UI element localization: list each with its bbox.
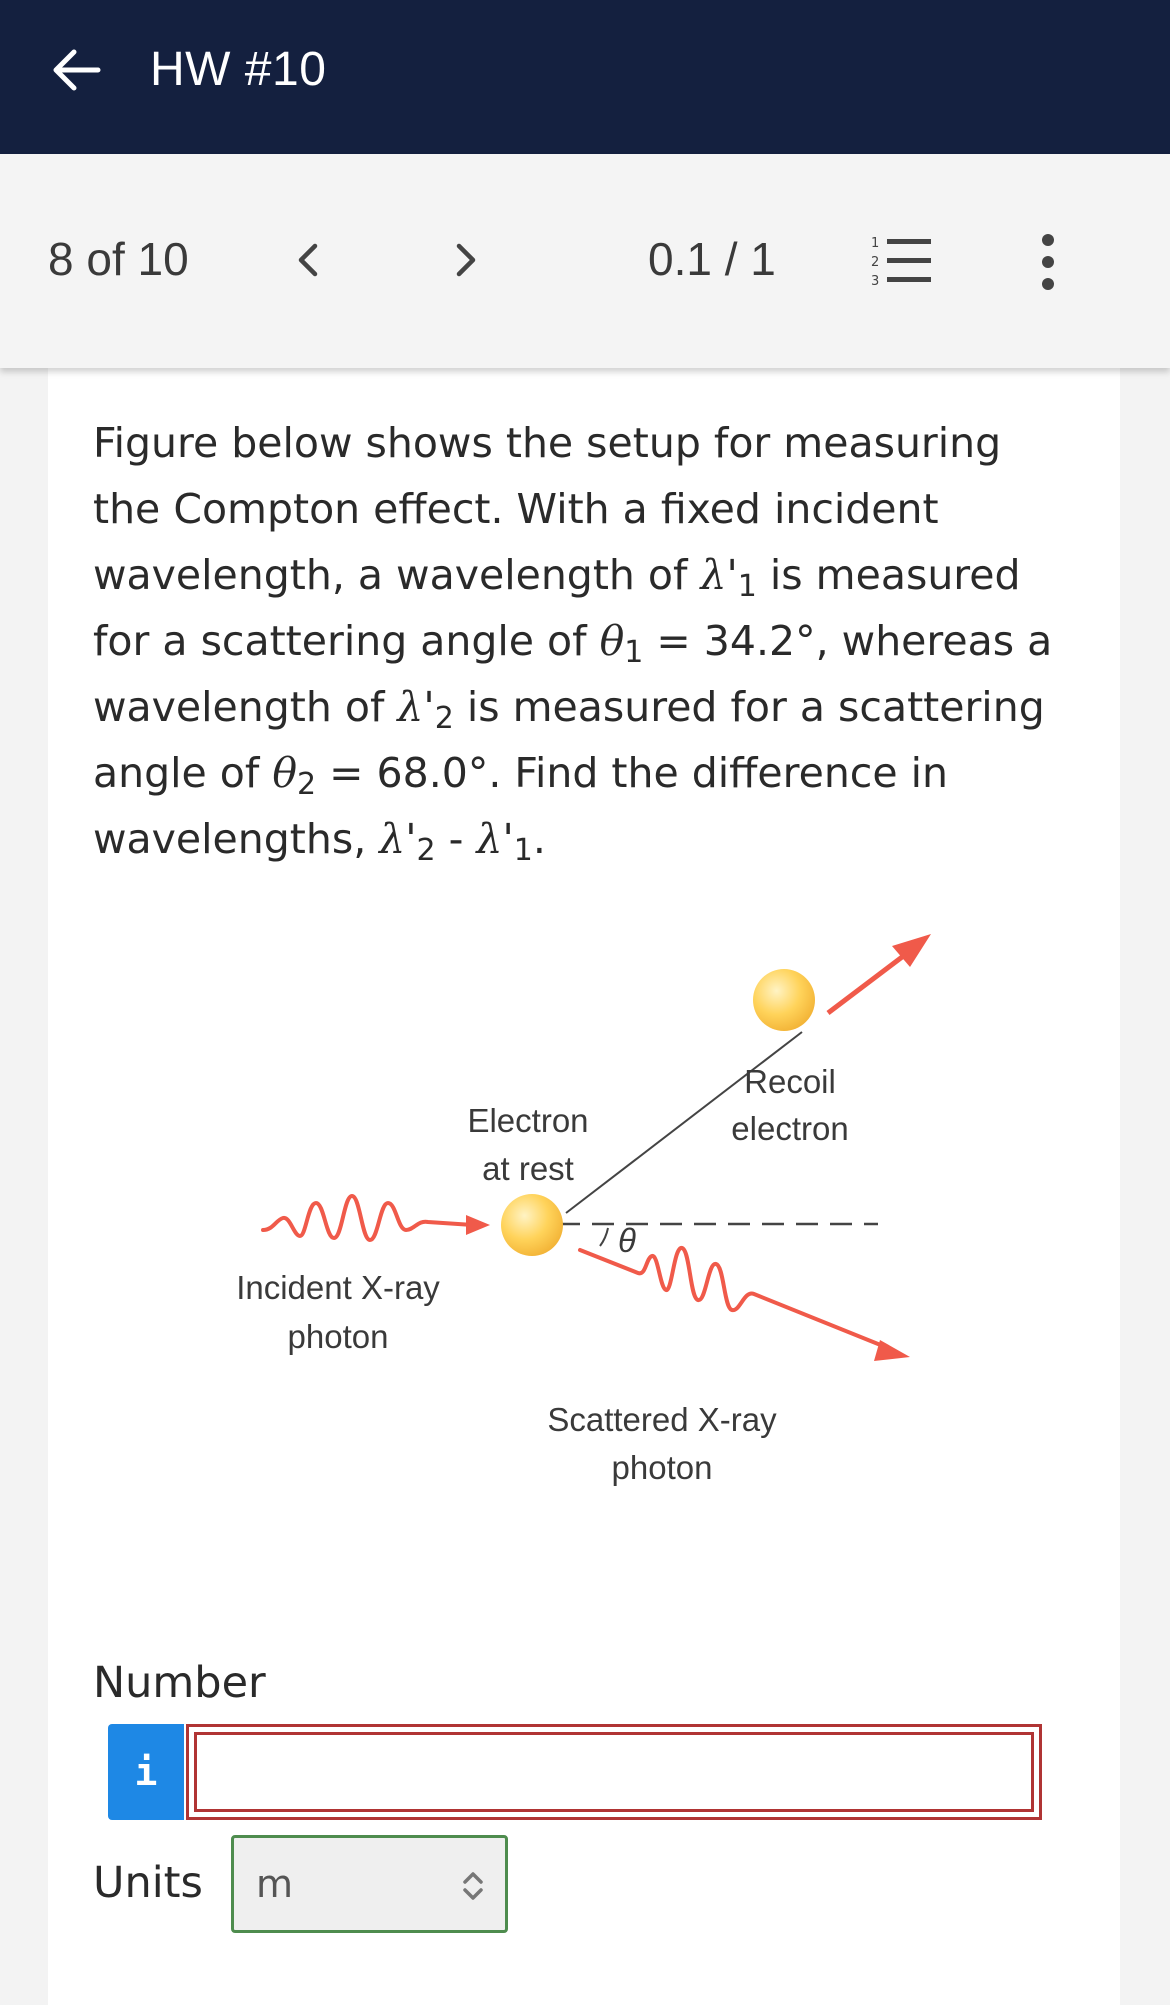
question-card: [48, 368, 1120, 2005]
question-line: wavelength, a wavelength of $\lambda'_1$ is measured: [93, 551, 1021, 604]
label-incident-2: photon: [287, 1318, 389, 1355]
units-select[interactable]: [231, 1835, 508, 1933]
arrow-left-icon: [48, 42, 104, 98]
question-line: angle of $\theta_2 = 68.0^\circ$. Find the difference in: [93, 749, 948, 802]
page-title: HW #10: [150, 43, 327, 96]
chevron-left-icon: [293, 240, 323, 280]
chevron-right-icon: [451, 240, 481, 280]
svg-text:1: 1: [871, 236, 880, 251]
next-question-button[interactable]: [438, 224, 494, 296]
question-text: [93, 410, 1093, 872]
label-recoil-1: Recoil: [744, 1063, 836, 1100]
compton-figure: [188, 878, 1028, 1498]
label-recoil-2: electron: [731, 1110, 849, 1147]
question-toolbar: [0, 154, 1170, 368]
question-list-button[interactable]: [866, 230, 936, 292]
question-counter: 8 of 10: [48, 233, 189, 285]
info-button[interactable]: i: [108, 1724, 184, 1820]
previous-question-button[interactable]: [280, 224, 336, 296]
question-line: Figure below shows the setup for measuring: [93, 419, 1002, 467]
angle-arc: [600, 1228, 608, 1246]
answer-field-frame: [186, 1724, 1042, 1820]
number-label: Number: [93, 1658, 266, 1708]
units-selected-value: m: [256, 1862, 294, 1906]
scattered-photon-wave: [580, 1248, 888, 1348]
more-vertical-icon: [1040, 232, 1056, 292]
label-scattered-2: photon: [611, 1449, 713, 1486]
app-header: [0, 0, 1170, 154]
label-electron-at-rest-2: at rest: [482, 1150, 574, 1187]
units-label: Units: [93, 1858, 203, 1908]
select-updown-icon: [459, 1868, 487, 1904]
question-line: wavelengths, $\lambda'_2 - \lambda'_1$.: [93, 815, 546, 868]
incident-photon-wave: [263, 1196, 473, 1240]
electron-at-rest: [501, 1194, 563, 1256]
recoil-electron: [753, 969, 815, 1031]
angle-theta-label: θ: [618, 1222, 636, 1259]
label-scattered-1: Scattered X-ray: [547, 1401, 777, 1438]
svg-text:3: 3: [871, 274, 880, 289]
more-options-button[interactable]: [1028, 224, 1068, 300]
question-score: 0.1 / 1: [648, 233, 776, 285]
recoil-arrow-shaft: [828, 948, 914, 1013]
incident-arrow-head: [466, 1215, 490, 1235]
numbered-list-icon: [869, 233, 933, 289]
label-incident-1: Incident X-ray: [236, 1269, 440, 1306]
question-line: wavelength of $\lambda'_2$ is measured for a scattering: [93, 683, 1045, 736]
scattered-arrow-head: [874, 1340, 910, 1361]
question-line: the Compton effect. With a fixed incident: [93, 485, 939, 533]
svg-text:2: 2: [871, 255, 880, 270]
question-line: for a scattering angle of $\theta_1 = 34.2^\circ$, whereas a: [93, 617, 1053, 670]
label-electron-at-rest-1: Electron: [467, 1102, 589, 1139]
answer-number-input[interactable]: [194, 1732, 1034, 1812]
back-button[interactable]: [44, 38, 108, 102]
